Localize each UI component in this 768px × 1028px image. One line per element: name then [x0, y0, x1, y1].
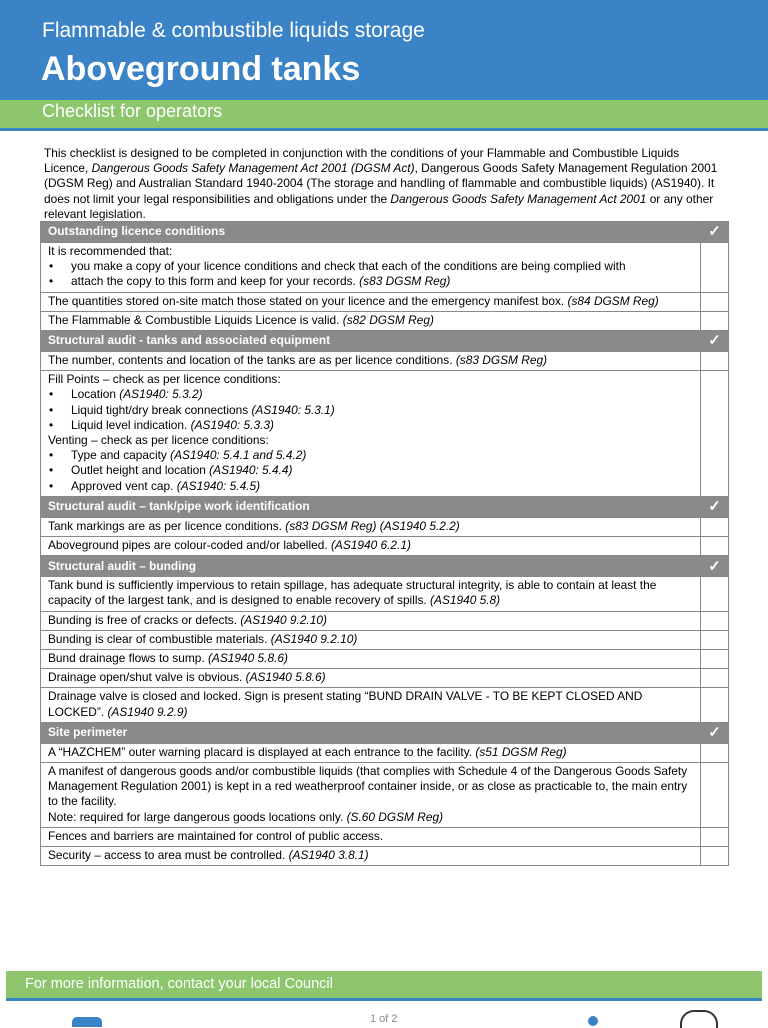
- bullet-item: • Liquid tight/dry break connections (AS1940: 5.3.1): [48, 403, 694, 418]
- bullet-item: • Liquid level indication. (AS1940: 5.3.3): [48, 418, 694, 433]
- checklist-row: [41, 243, 729, 293]
- check-icon: ✓: [701, 496, 729, 517]
- checkbox-cell[interactable]: [701, 577, 729, 611]
- checklist-row: [41, 669, 729, 688]
- item-text: Drainage valve is closed and locked. Sign is present stating “BUND DRAIN VALVE - TO BE KEPT CLOSED AND LOCKED”. (AS1940 9.2.9): [41, 688, 701, 722]
- checkbox-cell[interactable]: [701, 352, 729, 371]
- bullet-item: • Outlet height and location (AS1940: 5.4.4): [48, 463, 694, 478]
- agency-logo-icon: [588, 1016, 598, 1026]
- checklist-row: [41, 311, 729, 330]
- item-text: It is recommended that: • you make a copy of your licence conditions and check that each of the conditions are being complied with • attach the copy to this form and keep for your records. (s83 DGSM Reg): [41, 243, 701, 293]
- checkbox-cell[interactable]: [701, 371, 729, 497]
- checkbox-cell[interactable]: [701, 243, 729, 293]
- check-icon: ✓: [701, 722, 729, 743]
- checklist-row: [41, 292, 729, 311]
- page-title: Aboveground tanks: [41, 50, 361, 88]
- check-icon: ✓: [701, 222, 729, 243]
- item-text: The Flammable & Combustible Liquids Licence is valid. (s82 DGSM Reg): [41, 311, 701, 330]
- bullet-item: • you make a copy of your licence conditions and check that each of the conditions are being complied with: [48, 259, 694, 274]
- checkbox-cell[interactable]: [701, 517, 729, 536]
- item-text: Tank markings are as per licence conditions. (s83 DGSM Reg) (AS1940 5.2.2): [41, 517, 701, 536]
- footer-bar: [6, 971, 762, 998]
- section-header: [41, 556, 729, 577]
- coat-of-arms-icon: [680, 1010, 718, 1028]
- section-title: Site perimeter: [41, 722, 701, 743]
- subtitle: Checklist for operators: [42, 101, 223, 121]
- item-text: Tank bund is sufficiently impervious to retain spillage, has adequate structural integrity, is able to contain at least the capacity of the largest tank, and is designed to enable recovery of spills. (AS1940 5.8): [41, 577, 701, 611]
- checklist-row: [41, 611, 729, 630]
- checkbox-cell[interactable]: [701, 311, 729, 330]
- bullet-item: • Location (AS1940: 5.3.2): [48, 387, 694, 402]
- item-text: Aboveground pipes are colour-coded and/or labelled. (AS1940 6.2.1): [41, 537, 701, 556]
- bullet-item: • Type and capacity (AS1940: 5.4.1 and 5.4.2): [48, 448, 694, 463]
- checklist-row: [41, 688, 729, 722]
- section-header: [41, 722, 729, 743]
- checklist-row: [41, 630, 729, 649]
- item-text: A manifest of dangerous goods and/or combustible liquids (that complies with Schedule 4 of the Dangerous Goods Safety Management Regulation 2001) is kept in a red weatherproof container inside, or as close as practicable to, the main entry to the facility. Note: required for large dangerous goods locations only. (S.60 DGSM Reg): [41, 763, 701, 828]
- footer-divider: [6, 998, 762, 1001]
- intro-paragraph: This checklist is designed to be completed in conjunction with the conditions of your Flammable and Combustible Liquids Licence, Dangerous Goods Safety Management Act 2001 (DGSM Act), Dangerous Goods Safety Management Regulation 2001 (DGSM Reg) and Australian Standard 1940-2004 (The storage and handling of flammable and combustible liquids) (AS1940). It does not limit your legal responsibilities and obligations under the Dangerous Goods Safety Management Act 2001 or any other relevant legislation.: [44, 146, 718, 221]
- checklist-table: [40, 221, 729, 866]
- item-text: Bunding is free of cracks or defects. (AS1940 9.2.10): [41, 611, 701, 630]
- item-text: Bunding is clear of combustible materials. (AS1940 9.2.10): [41, 630, 701, 649]
- item-text: Fences and barriers are maintained for control of public access.: [41, 827, 701, 846]
- item-text: Drainage open/shut valve is obvious. (AS1940 5.8.6): [41, 669, 701, 688]
- council-logo-icon: [72, 1017, 102, 1027]
- supertitle: Flammable & combustible liquids storage: [42, 19, 425, 42]
- checklist-row: [41, 352, 729, 371]
- check-icon: ✓: [701, 331, 729, 352]
- checkbox-cell[interactable]: [701, 669, 729, 688]
- checkbox-cell[interactable]: [701, 763, 729, 828]
- checklist-row: [41, 577, 729, 611]
- checklist-row: [41, 650, 729, 669]
- check-icon: ✓: [701, 556, 729, 577]
- section-header: [41, 496, 729, 517]
- section-header: [41, 331, 729, 352]
- section-title: Structural audit - tanks and associated equipment: [41, 331, 701, 352]
- item-text: The number, contents and location of the tanks are as per licence conditions. (s83 DGSM Reg): [41, 352, 701, 371]
- checklist-row: [41, 537, 729, 556]
- checkbox-cell[interactable]: [701, 743, 729, 762]
- checklist-row: [41, 847, 729, 866]
- checkbox-cell[interactable]: [701, 292, 729, 311]
- section-header: [41, 222, 729, 243]
- page-number: 1 of 2: [370, 1013, 398, 1025]
- item-text: Security – access to area must be controlled. (AS1940 3.8.1): [41, 847, 701, 866]
- checklist-row: [41, 827, 729, 846]
- checklist-row: [41, 371, 729, 497]
- bullet-item: • Approved vent cap. (AS1940: 5.4.5): [48, 479, 694, 494]
- checkbox-cell[interactable]: [701, 688, 729, 722]
- checkbox-cell[interactable]: [701, 650, 729, 669]
- bullet-item: • attach the copy to this form and keep for your records. (s83 DGSM Reg): [48, 274, 694, 289]
- checkbox-cell[interactable]: [701, 847, 729, 866]
- header-divider: [0, 128, 768, 131]
- checkbox-cell[interactable]: [701, 537, 729, 556]
- item-text: Fill Points – check as per licence conditions: • Location (AS1940: 5.3.2) • Liquid tight/dry break connections (AS1940: 5.3.1) • Liquid level indication. (AS1940: 5.3.3) Venting – check as per licence conditions: • Type and capacity (AS1940: 5.4.1 and 5.4.2) • Outlet height and location (AS1940: 5.4.4) • Approved vent cap. (AS1940: 5.4.5): [41, 371, 701, 497]
- checklist-row: [41, 743, 729, 762]
- item-text: Bund drainage flows to sump. (AS1940 5.8.6): [41, 650, 701, 669]
- section-title: Structural audit – tank/pipe work identification: [41, 496, 701, 517]
- checkbox-cell[interactable]: [701, 630, 729, 649]
- section-title: Outstanding licence conditions: [41, 222, 701, 243]
- checkbox-cell[interactable]: [701, 827, 729, 846]
- item-text: The quantities stored on-site match those stated on your licence and the emergency manifest box. (s84 DGSM Reg): [41, 292, 701, 311]
- checklist-row: [41, 517, 729, 536]
- checklist-row: [41, 763, 729, 828]
- section-title: Structural audit – bunding: [41, 556, 701, 577]
- item-text: A “HAZCHEM” outer warning placard is displayed at each entrance to the facility. (s51 DGSM Reg): [41, 743, 701, 762]
- footer-contact: For more information, contact your local Council: [25, 976, 333, 992]
- checkbox-cell[interactable]: [701, 611, 729, 630]
